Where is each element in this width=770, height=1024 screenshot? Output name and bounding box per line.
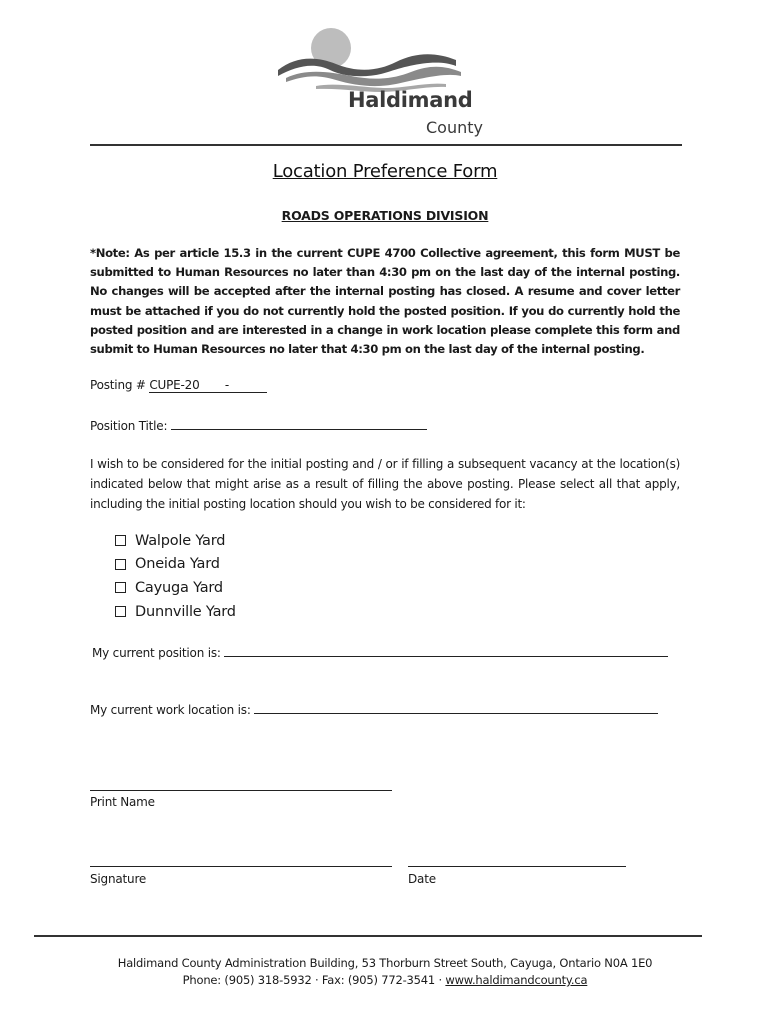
yard-option-cayuga[interactable] [115,576,236,600]
checkbox[interactable] [115,582,126,593]
date-label: Date [408,872,436,886]
checkbox[interactable] [115,606,126,617]
date-input[interactable] [408,866,626,867]
current-location-field [90,700,658,717]
form-title: Location Preference Form [272,161,498,182]
footer-address: Haldimand County Administration Building, 53 Thorburn Street South, Cayuga, Ontario N0A 1E0 [117,956,653,970]
checkbox[interactable] [115,535,126,546]
current-position-label: My current position is: [92,646,221,660]
yard-label: Dunnville Yard [135,603,236,620]
checkbox[interactable] [115,559,126,570]
footer-contact [0,973,770,987]
print-name-label: Print Name [90,795,155,809]
note-paragraph: *Note: As per article 15.3 in the current CUPE 4700 Collective agreement, this form MUST be submitted to Human Resources no later than 4:30 pm on the last day of the internal posting. No changes will be accepted after the internal posting has closed. A resume and cover letter must be attached if you do not currently hold the posted position. If you do currently hold the posted position and are interested in a change in work location please complete this form and submit to Human Resources no later that 4:30 pm on the last day of the internal posting. [90,246,680,357]
posting-field [90,378,267,393]
signature-label: Signature [90,872,147,886]
logo-name: Haldimand [348,88,473,112]
footer-phone-fax: Phone: (905) 318-5932 · Fax: (905) 772-3541 · [182,973,446,987]
current-location-input[interactable] [254,700,658,714]
current-position-field [92,643,668,660]
position-title-label: Position Title: [90,419,168,433]
yard-label: Walpole Yard [135,532,226,549]
posting-label: Posting # [90,378,146,392]
logo-sun-waves-icon [276,26,496,96]
footer-divider [34,935,702,937]
yard-option-dunnville[interactable] [115,600,236,624]
signature-input[interactable] [90,866,392,867]
yard-label: Cayuga Yard [135,579,223,596]
yard-label: Oneida Yard [135,556,220,573]
logo-subtitle: County [426,118,483,137]
position-title-field [90,416,427,433]
yard-option-oneida[interactable] [115,553,236,577]
current-position-input[interactable] [224,643,668,657]
yard-checklist [115,529,236,623]
print-name-input[interactable] [90,790,392,791]
preference-instructions: I wish to be considered for the initial posting and / or if filling a subsequent vacancy at the location(s) indicated below that might arise as a result of filling the above posting. Please select all that apply, including the initial posting location should you wish to be considered for it: [90,457,680,511]
header-divider [90,144,682,146]
website-link[interactable]: www.haldimandcounty.ca [445,973,588,987]
haldimand-county-logo [276,26,496,141]
current-location-label: My current work location is: [90,703,251,717]
yard-option-walpole[interactable] [115,529,236,553]
position-title-input[interactable] [171,416,427,430]
posting-value[interactable]: CUPE-20 - [149,378,267,393]
division-heading: ROADS OPERATIONS DIVISION [281,208,489,223]
